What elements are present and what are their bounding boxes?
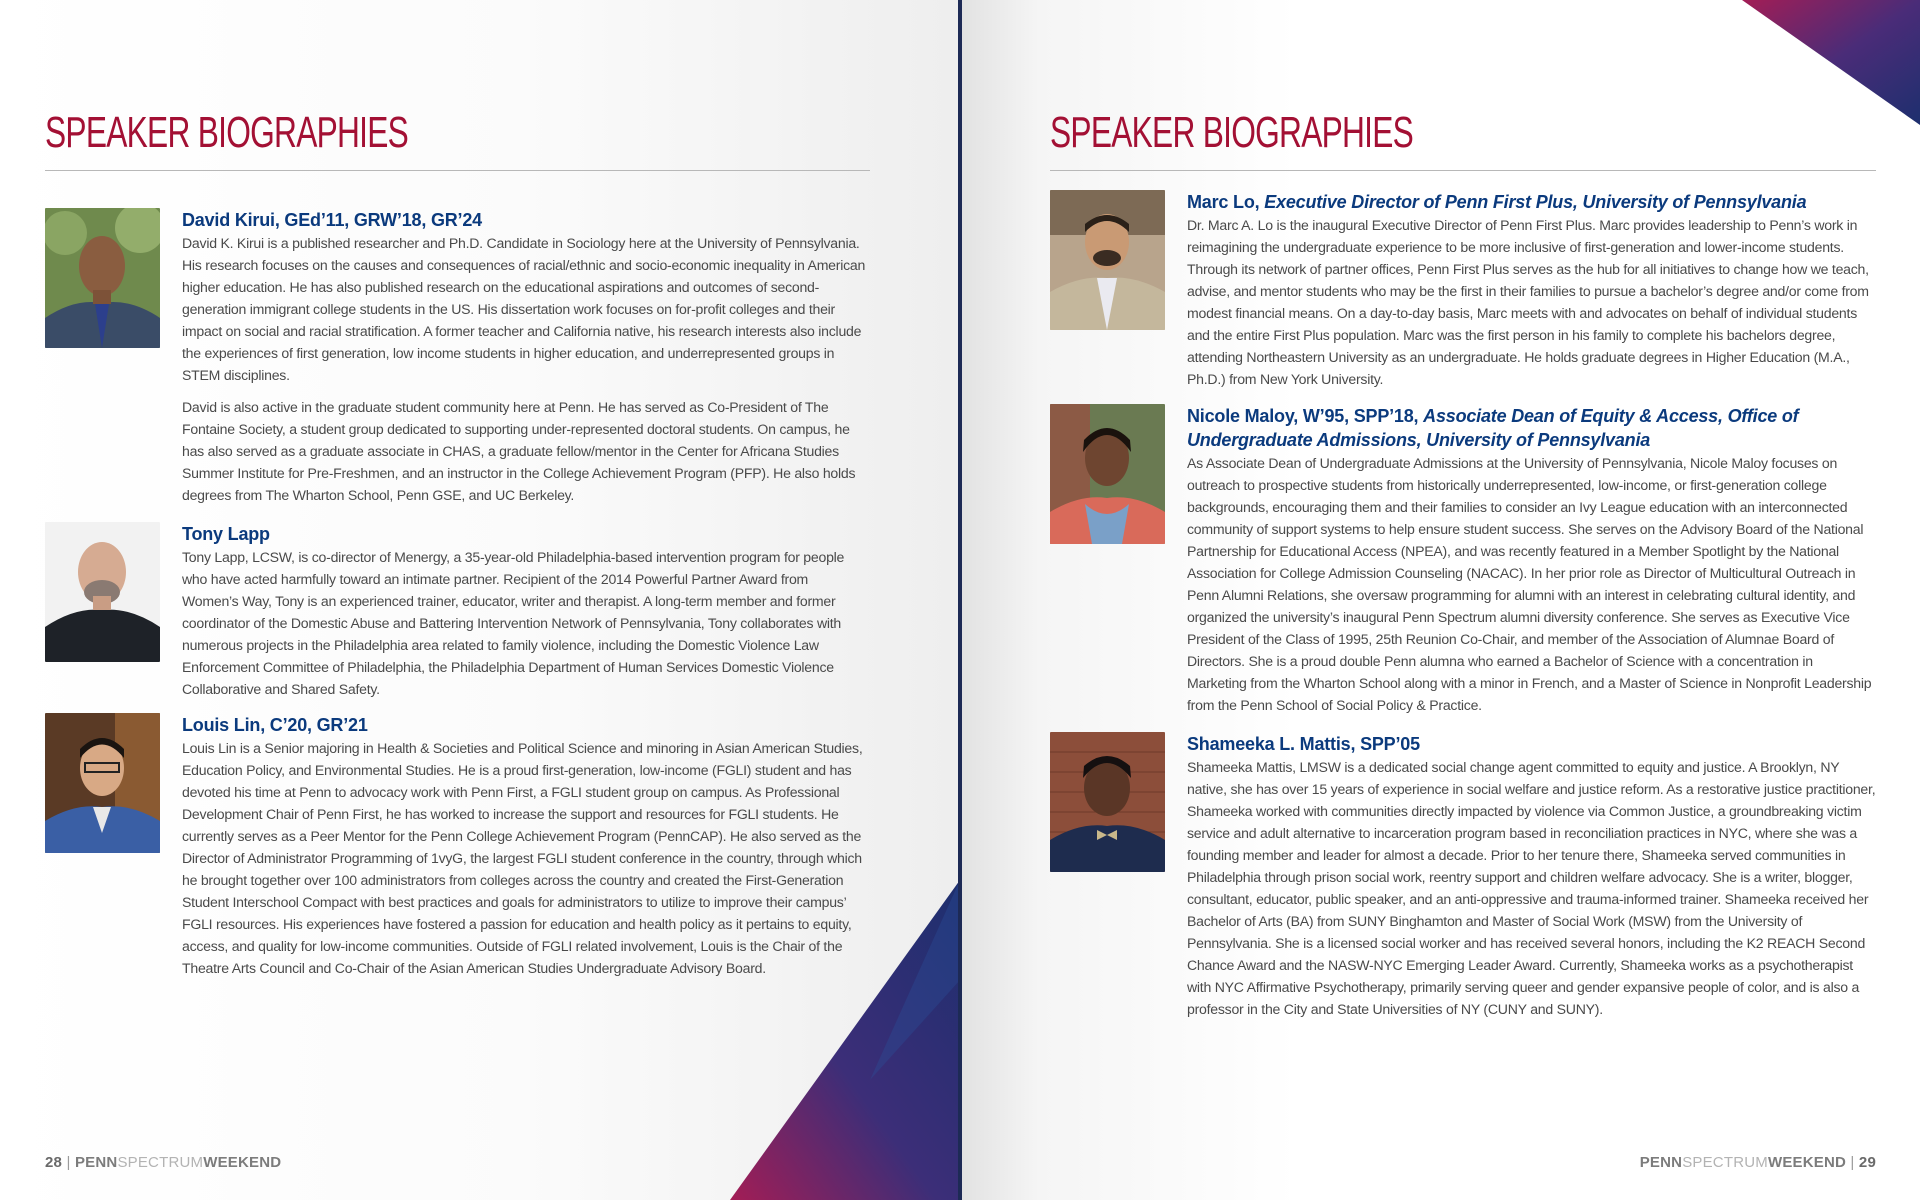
page-number: 28 (45, 1154, 63, 1171)
page-heading: SPEAKER BIOGRAPHIES (1050, 108, 1414, 157)
speaker-name: Louis Lin, C’20, GR’21 (182, 715, 368, 735)
speaker-bio (1050, 404, 1876, 726)
speaker-role: Associate Dean of Equity & Access, Office of Undergraduate Admissions, University of Pennsylvania (1187, 406, 1799, 450)
speaker-bio (45, 522, 867, 710)
bio-text (182, 713, 867, 989)
speaker-name-text: Nicole Maloy, W’95, SPP’18, (1187, 406, 1424, 426)
footer-brand-spectrum: SPECTRUM (117, 1154, 204, 1171)
speaker-name: Shameeka L. Mattis, SPP’05 (1187, 734, 1420, 754)
speaker-photo (45, 522, 160, 662)
bio-paragraph: Tony Lapp, LCSW, is co-director of Menergy, a 35-year-old Philadelphia-based intervention program for people who have acted harmfully toward an intimate partner. Recipient of the 2014 Powerful Partner Award from Women’s Way, Tony is an experienced trainer, educator, writer and therapist. A long-term member and former coordinator of the Domestic Abuse and Battering Intervention Network of Pennsylvania, Tony collaborates with numerous projects in the Philadelphia area related to family violence, including the Domestic Violence Law Enforcement Committee of Philadelphia, the Philadelphia Department of Human Services Domestic Violence Collaborative and Shared Safety. (182, 549, 845, 697)
speaker-name: Tony Lapp (182, 524, 270, 544)
footer-brand-penn: PENN (1639, 1154, 1683, 1171)
speaker-name-text: Marc Lo, (1187, 192, 1265, 212)
corner-color-band (1742, 0, 1920, 130)
footer-brand-spectrum: SPECTRUM (1682, 1154, 1768, 1171)
bio-text (1187, 190, 1876, 400)
speaker-bio (1050, 190, 1876, 400)
bio-text (182, 208, 867, 516)
bio-paragraph: As Associate Dean of Undergraduate Admissions at the University of Pennsylvania, Nicole Maloy focuses on outreach to prospective students from historically underrepresented, low-income, or first-generation college backgrounds, encouraging them and their families to consider an Ivy League education with an interconnected community of support systems to help ensure student success. She serves on the Advisory Board of the National Partnership for Educational Access (NPEA), and was recently featured in a Member Spotlight by the National Association for College Admission Counseling (NACAC). In her prior role as Director of Multicultural Outreach in Penn Alumni Relations, she oversaw programming for alumni with an interest in celebrating cultural identity, and organized the university’s inaugural Penn Spectrum alumni diversity conference. She serves as Executive Vice President of the Class of 1995, 25th Reunion Co-Chair, and member of the Association of Alumnae Board of Directors. She is a proud double Penn alumna who earned a Bachelor of Science with a concentration in Marketing from the Wharton School along with a minor in French, and a Master of Science in Nonprofit Leadership from the Penn School of Social Policy & Practice. (1187, 455, 1872, 713)
bio-paragraph: Shameeka Mattis, LMSW is a dedicated social change agent committed to equity and justice. A Brooklyn, NY native, she has over 15 years of experience in social welfare and justice reform. As a restorative justice practitioner, Shameeka worked with communities directly impacted by violence via Common Justice, a groundbreaking victim service and adult alternative to incarceration program based in reconciliation practices in NYC, where she was a founding member and leader for almost a decade. Prior to her tenure there, Shameeka served communities in Philadelphia through prison social work, reentry support and children welfare advocacy. She is a writer, blogger, consultant, educator, public speaker, and an anti-oppressive and trauma-informed trainer. Shameeka received her Bachelor of Arts (BA) from SUNY Binghamton and Master of Social Work (MSW) from the University of Pennsylvania. She is a licensed social worker and has received several honors, including the K2 REACH Second Chance Award and the NASW-NYC Emerging Leader Award. Currently, Shameeka works as a psychotherapist with NYC Affirmative Psychotherapy, primarily serving queer and gender expansive people of color, and is also a professor in the City and State Universities of NY (CUNY and SUNY). (1187, 759, 1876, 1017)
left-page (0, 0, 958, 1200)
footer-brand-weekend: WEEKEND (203, 1154, 282, 1171)
speaker-bio (1050, 732, 1876, 1030)
speaker-name: David Kirui, GEd’11, GRW’18, GR’24 (182, 210, 482, 230)
footer-separator: | (66, 1154, 71, 1171)
heading-rule (1050, 170, 1876, 171)
speaker-bio (45, 208, 867, 516)
right-page (962, 0, 1920, 1200)
bio-text (1187, 732, 1876, 1030)
footer-brand-weekend: WEEKEND (1767, 1154, 1847, 1171)
bio-paragraph: David is also active in the graduate student community here at Penn. He has served as Co-President of The Fontaine Society, a student group dedicated to supporting under-represented doctoral students. On campus, he has also served as a graduate associate in CHAS, a graduate fellow/mentor in the Center for Africana Studies Summer Institute for Pre-Freshmen, and an instructor in the College Achievement Program (PFP). He also holds degrees from The Wharton School, Penn GSE, and UC Berkeley. (182, 399, 856, 503)
page-footer (45, 1154, 281, 1171)
bio-paragraph: Louis Lin is a Senior majoring in Health & Societies and Political Science and minoring in Asian American Studies, Education Policy, and Environmental Studies. He is a proud first-generation, low-income (FGLI) student and has devoted his time at Penn to advocacy work with Penn First, a FGLI student group on campus. As Professional Development Chair of Penn First, he has worked to increase the support and resources for FGLI students. He currently serves as a Peer Mentor for the Penn College Achievement Program (PennCAP). He also served as the Director of Administrator Programming of 1vyG, the largest FGLI student conference in the country, through which he brought together over 100 administrators from colleges across the country and created the First-Generation Student Interschool Compact with best practices and goals for administrators to utilize to improve their campus’ FGLI resources. His experiences have fostered a passion for education and health policy as it pertains to equity, access, and quality for low-income communities. Outside of FGLI related involvement, Louis is the Chair of the Theatre Arts Council and Co-Chair of the Asian American Studies Undergraduate Advisory Board. (182, 740, 863, 976)
speaker-photo (1050, 404, 1165, 544)
heading-rule (45, 170, 870, 171)
footer-separator: | (1850, 1154, 1855, 1171)
speaker-photo (45, 713, 160, 853)
speaker-photo (1050, 190, 1165, 330)
footer-brand-penn: PENN (74, 1154, 118, 1171)
page-number: 29 (1858, 1154, 1876, 1171)
speaker-name (1187, 190, 1876, 214)
bio-text (182, 522, 867, 710)
page-heading: SPEAKER BIOGRAPHIES (45, 108, 409, 157)
speaker-role: Executive Director of Penn First Plus, University of Pennsylvania (1264, 192, 1807, 212)
speaker-photo (45, 208, 160, 348)
bio-text (1187, 404, 1876, 726)
speaker-name (1187, 404, 1876, 452)
bio-paragraph: Dr. Marc A. Lo is the inaugural Executive Director of Penn First Plus. Marc provides leadership to Penn’s work in reimagining the undergraduate experience to be more inclusive of first-generation and lower-income students. Through its network of partner offices, Penn First Plus serves as the hub for all initiatives to change how we teach, advise, and mentor students who may be the first in their families to pursue a bachelor’s degree and/or come from modest financial means. On a day-to-day basis, Marc meets with and advocates on behalf of individual students and the entire First Plus population. Marc was the first person in his family to complete his bachelors degree, attending Northeastern University as an undergraduate. He holds graduate degrees in Higher Education (M.A., Ph.D.) from New York University. (1187, 217, 1869, 387)
page-footer (1640, 1154, 1876, 1171)
speaker-photo (1050, 732, 1165, 872)
speaker-bio (45, 713, 867, 989)
bio-paragraph: David K. Kirui is a published researcher and Ph.D. Candidate in Sociology here at the University of Pennsylvania. His research focuses on the causes and consequences of racial/ethnic and socio-economic inequality in American higher education. He has also published research on the educational aspirations and outcomes of second-generation immigrant college students in the US. His dissertation work focuses on for-profit colleges and their impact on social and racial stratification. A former teacher and California native, his research interests also include the experiences of first generation, low income students in higher education, and underrepresented groups in STEM disciplines. (182, 235, 866, 383)
